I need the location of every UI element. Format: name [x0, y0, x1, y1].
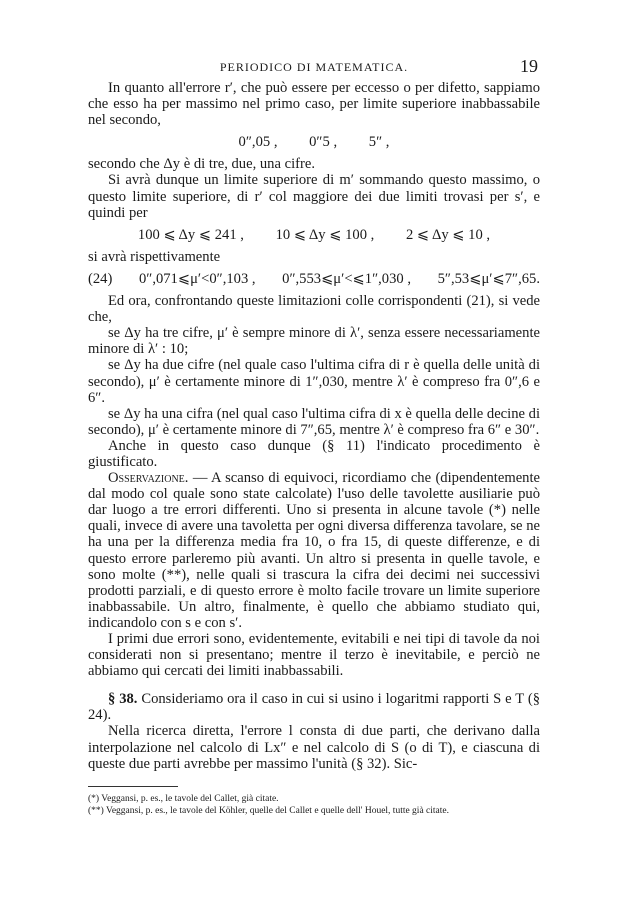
- range-1: 100 ⩽ Δy ⩽ 241 ,: [137, 226, 244, 243]
- paragraph-8: se Δy ha una cifra (nel qual caso l'ultima cifra di x è quella delle decine di secondo), μ′ è certamente minore di 7″,65, mentre λ′ è compreso fra 6″ e 30″.: [88, 405, 540, 438]
- paragraph-3: Si avrà dunque un limite superiore di m′ sommando questo massimo, o questo limite superiore, di r′ col maggiore dei due limiti trovasi per s′, e quindi per: [88, 172, 540, 221]
- page-number: 19: [520, 56, 538, 76]
- equation-number: (24): [88, 270, 113, 287]
- equation-part-2: 0″,553⩽μ′<⩽1″,030 ,: [282, 270, 411, 287]
- footnote-1: (*) Veggansi, p. es., le tavole del Callet, già citate.: [88, 793, 279, 804]
- paragraph-11: Nella ricerca diretta, l'errore l consta di due parti, che derivano dalla interpolazione nel calcolo di Lx″ e nel calcolo di S (o di T), e ciascuna di queste due parti avrebbe per massimo l'unità (§ 32). Sic-: [88, 723, 540, 772]
- paragraph-4: si avrà rispettivamente: [88, 248, 221, 265]
- paragraph-7: se Δy ha due cifre (nel quale caso l'ultima cifra di r è quella delle unità di secondo), μ′ è certamente minore di 1″,030, mentre λ′ è compreso fra 0″,6 e 6″.: [88, 357, 540, 406]
- section-38: [88, 691, 540, 723]
- paragraph-5: Ed ora, confrontando queste limitazioni colle corrispondenti (21), si vede che,: [88, 293, 540, 326]
- observation-text: — A scanso di equivoci, ricordiamo che (dipendentemente dal modo col quale sono state calcolate) l'uso delle tavolette ausiliarie può dar luogo a tre errori differenti. Uno si presenta in alcune tavole (*) nelle quali, invece di avere una tavoletta per ogni diversa differenza tavolare, se ne ha una per la differenza media fra 10, o fra 15, di queste differenze, e di questo errore parleremo più avanti. Un altro si presenta in quelle tavole, e sono molte (**), nelle quali si trascura la cifra dei decimi nei successivi prodotti parziali, e di questo errore è molto facile trovare un limite superiore inabbassabile. Un altro, finalmente, è quello che abbiamo studiato qui, indicandolo con s e con s′.: [88, 470, 540, 631]
- paragraph-10: I primi due errori sono, evidentemente, evitabili e nei tipi di tavole da noi considerati non si presentano; mentre il terzo è inevitabile, e perciò ne abbiamo qui cercati dei limiti inabbassabili.: [88, 631, 540, 680]
- formula-term-1: 0″,05 ,: [238, 134, 278, 151]
- section-text: Consideriamo ora il caso in cui si usino i logaritmi rapporti S e T (§ 24).: [88, 691, 540, 724]
- page: [88, 56, 540, 817]
- equation-24: [88, 271, 540, 287]
- equation-part-3: 5″,53⩽μ′⩽7″,65.: [437, 270, 540, 287]
- page-header: [88, 56, 540, 80]
- paragraph-9: Anche in questo caso dunque (§ 11) l'indicato procedimento è giustificato.: [88, 437, 540, 470]
- footnote-rule: [88, 786, 178, 787]
- observation-paragraph: [88, 470, 540, 631]
- range-2: 10 ⩽ Δy ⩽ 100 ,: [275, 226, 375, 243]
- observation-label: Osservazione.: [108, 470, 189, 487]
- paragraph-2: secondo che Δy è di tre, due, una cifre.: [88, 156, 315, 173]
- formula-ranges: [88, 227, 540, 243]
- formula-limits: [88, 134, 540, 150]
- section-label: § 38.: [108, 691, 138, 708]
- formula-term-2: 0″5 ,: [309, 134, 338, 151]
- running-title: PERIODICO DI MATEMATICA.: [219, 60, 409, 74]
- paragraph-1: In quanto all'errore r′, che può essere per eccesso o per difetto, sappiamo che esso ha per massimo nel primo caso, per limite superiore inabbassabile nel secondo,: [88, 80, 540, 129]
- paragraph-6: se Δy ha tre cifre, μ′ è sempre minore di λ′, senza essere necessariamente minore di λ′ : 10;: [88, 325, 540, 358]
- range-3: 2 ⩽ Δy ⩽ 10 ,: [405, 226, 491, 243]
- footnote-2: (**) Veggansi, p. es., le tavole del Köhler, quelle del Callet e quelle dell' Houel, tutte già citate.: [88, 805, 449, 816]
- formula-term-3: 5″ ,: [368, 134, 390, 151]
- equation-part-1: 0″,071⩽μ′<0″,103 ,: [138, 270, 256, 287]
